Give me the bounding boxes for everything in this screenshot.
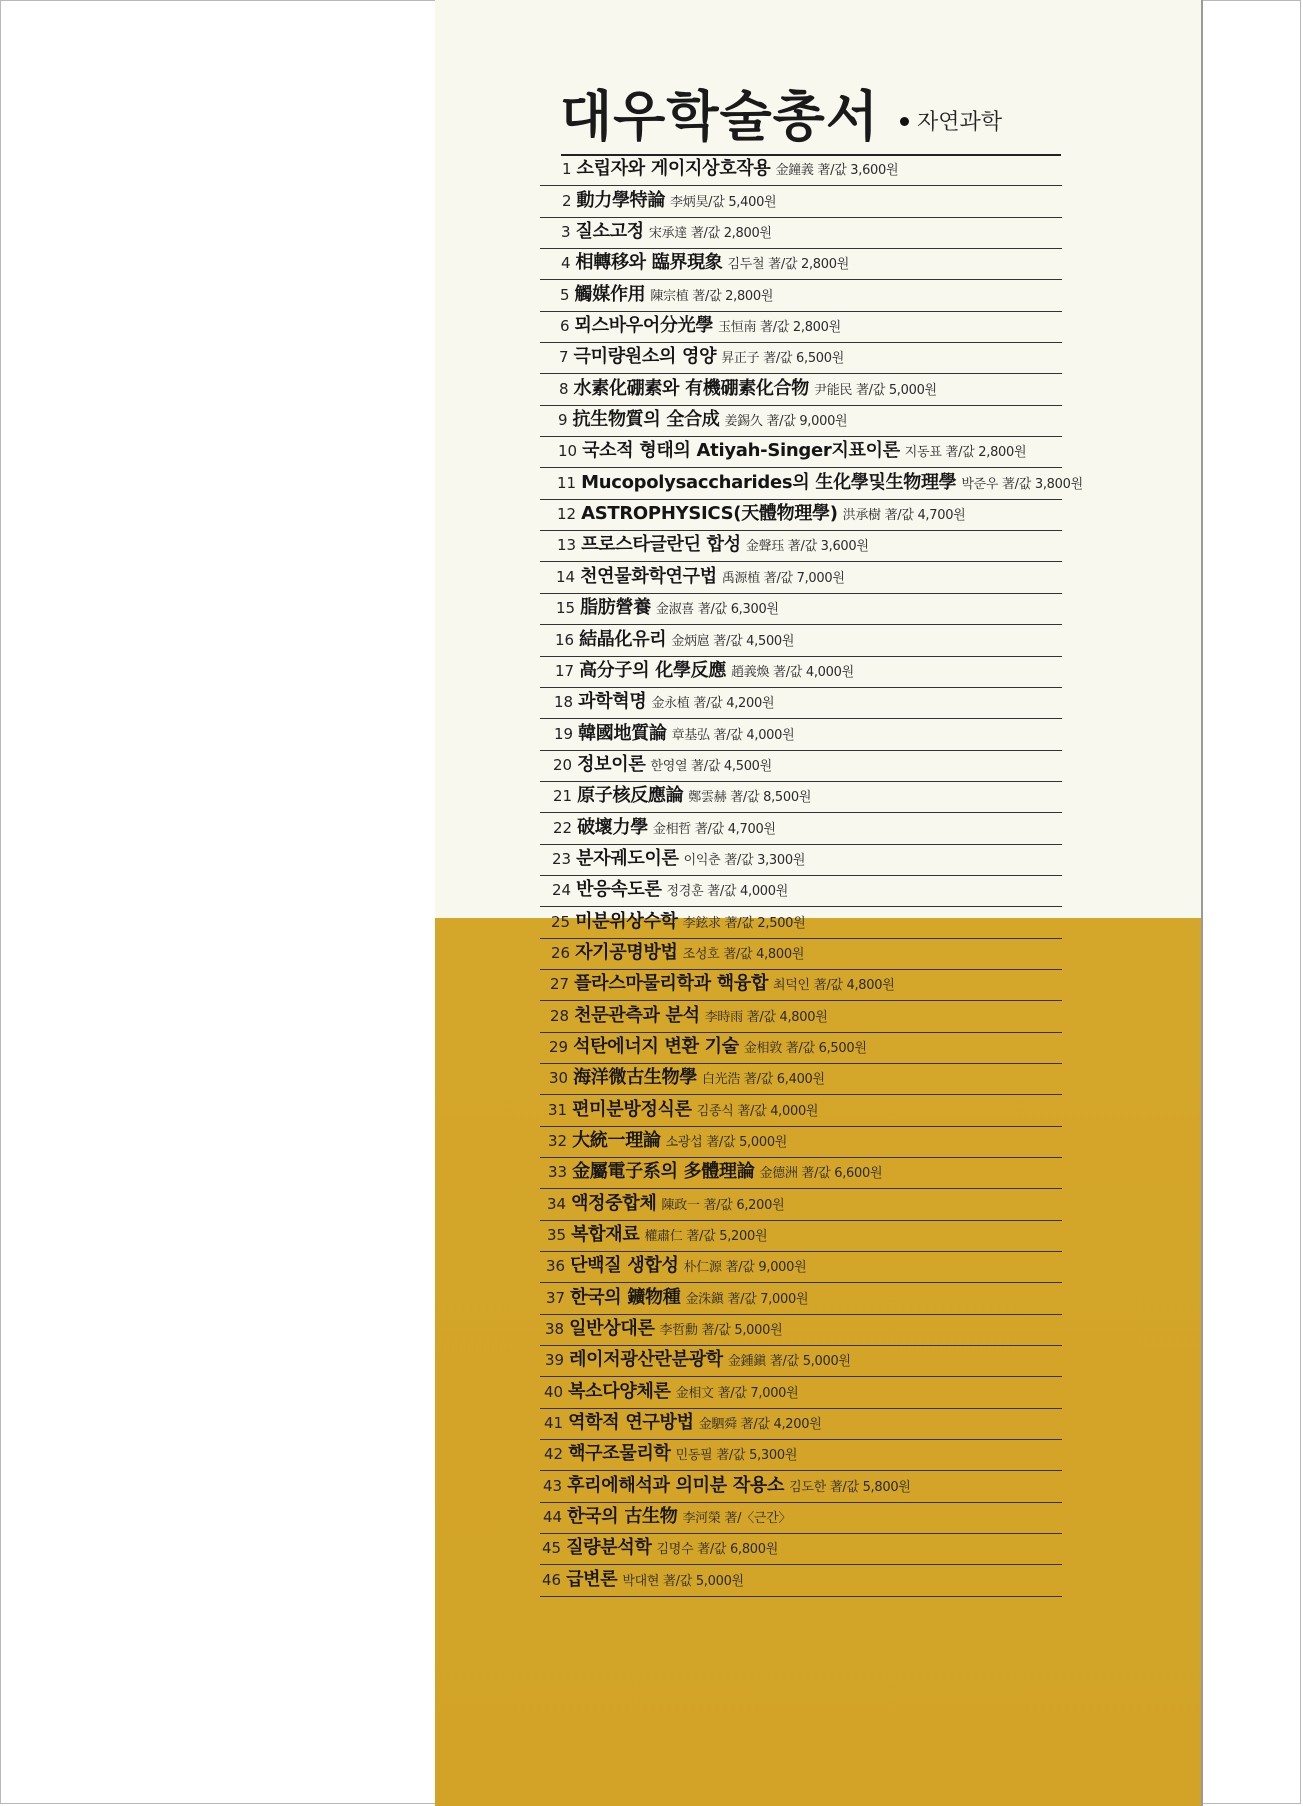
book-entry (559, 379, 937, 401)
book-title: 소립자와 게이지상호작용 (576, 158, 771, 180)
book-author-price: 李哲勳 著/값 5,000원 (659, 1323, 783, 1339)
book-title: 복합재료 (571, 1224, 640, 1246)
book-author-price: 조성호 著/값 4,800원 (682, 946, 805, 962)
book-author-price: 김종식 著/값 4,000원 (696, 1103, 819, 1119)
book-author-price: 한영열 著/값 4,500원 (650, 758, 772, 774)
book-number: 31 (548, 1100, 568, 1119)
book-number: 26 (551, 943, 571, 962)
book-row (540, 312, 1062, 343)
book-number: 13 (557, 536, 577, 555)
book-entry (555, 661, 854, 683)
book-number: 36 (546, 1257, 566, 1276)
book-author-price: 金淑喜 著/값 6,300원 (655, 602, 779, 618)
book-number: 42 (544, 1445, 564, 1464)
book-entry (542, 1538, 778, 1560)
book-author-price: 金永植 著/값 4,200원 (651, 696, 775, 712)
book-number: 34 (547, 1194, 567, 1213)
book-entry (543, 1476, 911, 1498)
book-row (540, 1471, 1062, 1502)
book-row (540, 531, 1062, 562)
book-entry (548, 1162, 882, 1184)
book-row (540, 1283, 1062, 1314)
book-entry (550, 974, 894, 996)
book-entry (560, 285, 773, 307)
book-title: 후리에해석과 의미분 작용소 (567, 1474, 785, 1496)
book-number: 28 (550, 1006, 570, 1025)
book-entry (554, 692, 774, 714)
book-title: 脂肪營養 (580, 597, 651, 619)
book-number: 37 (546, 1288, 566, 1307)
book-entry (553, 818, 776, 840)
book-entry (551, 912, 805, 934)
book-author-price: 민동필 著/값 5,300원 (675, 1448, 798, 1464)
book-row (540, 813, 1062, 844)
book-number: 15 (556, 599, 576, 618)
book-author-price: 金德洲 著/값 6,600원 (759, 1166, 883, 1182)
book-title: 편미분방정식론 (572, 1098, 692, 1120)
book-author-price: 박대현 著/값 5,000원 (622, 1573, 744, 1589)
book-entry (562, 159, 898, 181)
book-row (540, 437, 1062, 468)
series-title: 대우학술총서 (560, 84, 879, 148)
book-author-price: 朴仁源 著/값 9,000원 (683, 1260, 807, 1276)
book-row (540, 1064, 1062, 1095)
book-row (540, 249, 1062, 280)
book-author-price: 李鉉求 著/값 2,500원 (682, 915, 806, 931)
book-author-price: 金駟舜 著/값 4,200원 (698, 1417, 822, 1433)
book-number: 16 (555, 630, 575, 649)
book-entry (551, 943, 804, 965)
book-number: 24 (552, 881, 572, 900)
book-number: 6 (560, 317, 570, 336)
book-number: 2 (562, 191, 572, 210)
book-row (540, 374, 1062, 405)
book-number: 40 (544, 1382, 564, 1401)
book-number: 41 (544, 1414, 564, 1433)
book-row (540, 218, 1062, 249)
book-row (540, 1095, 1062, 1126)
book-author-price: 昇正子 著/값 6,500원 (721, 351, 844, 367)
book-number: 14 (556, 567, 576, 586)
book-title: 觸媒作用 (574, 283, 646, 305)
book-number: 7 (559, 348, 569, 367)
book-author-price: 金相哲 著/값 4,700원 (652, 821, 776, 837)
series-subtitle (900, 108, 1002, 138)
book-row (540, 876, 1062, 907)
book-author-price: 김두철 著/값 2,800원 (727, 257, 849, 273)
book-author-price: 박준우 著/값 3,800원 (961, 476, 1083, 492)
book-row (540, 845, 1062, 876)
book-number: 32 (548, 1132, 568, 1150)
book-author-price: 章基弘 著/값 4,000원 (671, 727, 795, 743)
book-title: 미분위상수학 (575, 910, 678, 932)
book-number: 46 (542, 1570, 562, 1589)
book-entry (546, 1256, 806, 1278)
book-row (540, 782, 1062, 813)
book-author-price: 陳政一 著/값 6,200원 (661, 1197, 785, 1213)
book-row (540, 155, 1062, 186)
book-title: 핵구조물리학 (568, 1443, 671, 1465)
book-author-price: 陳宗植 著/값 2,800원 (650, 288, 774, 304)
book-row (540, 719, 1062, 750)
book-row (540, 970, 1062, 1001)
book-title: 반응속도론 (576, 879, 662, 901)
book-entry (543, 1507, 791, 1529)
book-title: 뫼스바우어分光學 (574, 315, 714, 337)
book-row (540, 1346, 1062, 1377)
book-row (540, 1158, 1062, 1189)
book-row (540, 343, 1062, 374)
book-title: 金屬電子系의 多體理論 (572, 1161, 755, 1183)
book-row (540, 468, 1083, 499)
book-entry (549, 1037, 867, 1059)
book-entry (557, 535, 869, 557)
book-author-price: 李時雨 著/값 4,800원 (704, 1009, 828, 1025)
book-author-price: 金鍾鎭 著/값 5,000원 (727, 1354, 851, 1370)
book-title: ASTROPHYSICS(天體物理學) (581, 503, 838, 525)
book-row (540, 1534, 1062, 1565)
book-entry (545, 1319, 782, 1341)
book-number: 45 (542, 1539, 562, 1558)
book-row (540, 1033, 1062, 1064)
book-author-price: 김도한 著/값 5,800원 (789, 1479, 911, 1495)
book-row (540, 1377, 1062, 1408)
book-entry (552, 880, 788, 902)
book-entry (548, 1100, 818, 1122)
book-author-price: 玉恒南 著/값 2,800원 (718, 320, 841, 336)
book-number: 17 (555, 661, 575, 680)
book-entry (558, 410, 847, 432)
book-entry (547, 1194, 784, 1216)
book-author-price: 정경훈 著/값 4,000원 (666, 884, 788, 900)
book-entry (548, 1131, 787, 1153)
book-title: 韓國地質論 (578, 722, 667, 744)
book-entry (556, 567, 845, 589)
book-row (540, 1001, 1062, 1032)
book-number: 27 (550, 975, 570, 994)
book-title: 레이저광산란분광학 (569, 1349, 723, 1371)
book-number: 4 (561, 254, 571, 273)
book-entry (554, 724, 794, 746)
book-author-price: 鄭雲赫 著/값 8,500원 (688, 790, 812, 806)
book-number: 35 (547, 1226, 567, 1245)
book-entry (545, 1350, 851, 1372)
book-entry (544, 1382, 798, 1404)
book-title: 프로스타글란딘 합성 (581, 534, 741, 556)
book-entry (544, 1444, 797, 1466)
book-number: 5 (560, 285, 570, 304)
book-title: 水素化硼素와 有機硼素化合物 (573, 377, 810, 399)
book-title: 高分子의 化學反應 (579, 659, 727, 681)
book-row (540, 907, 1062, 938)
book-author-price: 洪承樹 著/값 4,700원 (842, 508, 966, 524)
book-row (540, 1315, 1062, 1346)
book-number: 3 (561, 223, 571, 242)
book-number: 10 (558, 442, 578, 461)
book-title: 일반상대론 (569, 1318, 655, 1340)
book-author-price: 李河榮 著/〈근간〉 (682, 1511, 792, 1527)
book-author-price: 趙義煥 著/값 4,000원 (731, 664, 854, 680)
book-entry (550, 1006, 827, 1028)
subtitle-text: 자연과학 (917, 110, 1003, 135)
book-title: 자기공명방법 (575, 941, 678, 963)
book-number: 44 (543, 1508, 563, 1527)
book-number: 8 (559, 379, 569, 398)
book-row (540, 594, 1062, 625)
book-title: 정보이론 (577, 753, 646, 775)
book-entry (547, 1225, 767, 1247)
book-row (540, 1503, 1062, 1534)
book-number: 38 (545, 1320, 565, 1339)
book-number: 29 (549, 1037, 569, 1056)
book-entry (556, 598, 779, 620)
book-title: 급변론 (566, 1568, 618, 1590)
book-row (540, 1127, 1062, 1158)
book-title: 大統一理論 (572, 1130, 661, 1151)
book-author-price: 姜錫久 著/값 9,000원 (724, 414, 848, 430)
book-author-price: 김명수 著/값 6,800원 (656, 1542, 778, 1558)
book-title: 천문관측과 분석 (574, 1004, 700, 1026)
book-title: 플라스마물리학과 핵융합 (574, 973, 769, 995)
book-title: 動力學特論 (576, 189, 666, 211)
book-entry (561, 222, 772, 244)
book-number: 43 (543, 1476, 563, 1495)
book-title: 相轉移와 臨界現象 (575, 252, 723, 274)
book-entry (562, 191, 776, 213)
book-entry (552, 849, 805, 871)
book-entry (560, 316, 841, 338)
book-title: 질소고정 (575, 221, 644, 243)
book-title: 질량분석학 (566, 1537, 652, 1559)
book-author-price: 金聲珏 著/값 3,600원 (745, 539, 869, 555)
book-row (540, 1565, 1062, 1596)
book-author-price: 金鐘義 著/값 3,600원 (775, 163, 899, 179)
book-title: 한국의 鑛物種 (570, 1286, 681, 1308)
book-author-price: 金炳扈 著/값 4,500원 (671, 633, 795, 649)
book-number: 33 (548, 1163, 568, 1182)
book-title: 結晶化유리 (579, 628, 667, 650)
book-title: 단백질 생합성 (570, 1255, 679, 1277)
book-number: 19 (554, 724, 574, 743)
book-row (540, 562, 1062, 593)
book-row (540, 1440, 1062, 1471)
book-author-price: 禹源植 著/값 7,000원 (721, 570, 845, 586)
book-title: 海洋微古生物學 (573, 1067, 697, 1089)
book-author-price: 尹能民 著/값 5,000원 (814, 382, 937, 398)
bullet-dot-icon (900, 117, 909, 126)
book-number: 1 (562, 160, 572, 179)
book-title: 극미량원소의 영양 (573, 346, 717, 368)
book-entry (561, 253, 849, 275)
book-entry (555, 630, 794, 652)
book-title: 原子核反應論 (577, 785, 684, 807)
book-entry (559, 347, 844, 369)
book-author-price: 權肅仁 著/값 5,200원 (644, 1229, 768, 1245)
book-entry (546, 1288, 808, 1310)
book-entry (542, 1570, 744, 1592)
book-title: 천연물화학연구법 (580, 565, 717, 587)
book-title: 액정중합체 (571, 1192, 657, 1214)
book-row (540, 939, 1062, 970)
book-title: Mucopolysaccharides의 生化學및生物理學 (581, 471, 957, 493)
book-row (540, 751, 1062, 782)
book-number: 30 (549, 1069, 569, 1088)
book-title: 석탄에너지 변환 기술 (573, 1035, 739, 1057)
book-number: 21 (553, 787, 573, 806)
book-number: 18 (554, 693, 574, 712)
book-title: 과학혁명 (578, 691, 647, 713)
book-number: 23 (552, 849, 572, 868)
book-entry (557, 504, 965, 526)
book-row (540, 625, 1062, 656)
book-entry (549, 1068, 825, 1090)
book-title: 국소적 형태의 Atiyah-Singer지표이론 (582, 440, 900, 462)
book-author-price: 金洙鎭 著/값 7,000원 (685, 1291, 809, 1307)
book-title: 분자궤도이론 (576, 847, 679, 869)
page-edge (1201, 0, 1203, 1806)
book-author-price: 李炳昊/값 5,400원 (670, 194, 777, 210)
book-row (540, 186, 1062, 217)
book-number: 25 (551, 912, 571, 931)
book-entry (557, 473, 1083, 495)
book-number: 20 (553, 755, 573, 774)
book-row (540, 280, 1062, 311)
book-author-price: 金相文 著/값 7,000원 (675, 1385, 799, 1401)
book-list (540, 155, 1083, 1597)
book-entry (544, 1413, 821, 1435)
book-author-price: 이익춘 著/값 3,300원 (683, 852, 806, 868)
book-title: 역학적 연구방법 (568, 1412, 694, 1434)
book-row (540, 500, 1062, 531)
book-row (540, 1189, 1062, 1220)
book-number: 11 (557, 473, 577, 492)
book-author-price: 金相敦 著/값 6,500원 (743, 1040, 867, 1056)
book-number: 22 (553, 818, 573, 837)
book-row (540, 1221, 1062, 1252)
book-row (540, 406, 1062, 437)
book-entry (553, 786, 811, 808)
book-title: 한국의 古生物 (567, 1506, 678, 1528)
book-author-price: 최덕인 著/값 4,800원 (773, 978, 895, 994)
book-number: 9 (558, 411, 568, 430)
book-author-price: 지동표 著/값 2,800원 (904, 445, 1027, 461)
book-row (540, 1252, 1062, 1283)
book-number: 39 (545, 1351, 565, 1370)
book-author-price: 白光浩 著/값 6,400원 (702, 1072, 825, 1088)
book-author-price: 宋承達 著/값 2,800원 (648, 226, 772, 242)
book-entry (558, 441, 1026, 463)
book-title: 복소다양체론 (568, 1380, 671, 1402)
book-title: 抗生物質의 全合成 (572, 409, 720, 431)
book-entry (553, 755, 772, 777)
book-row (540, 657, 1062, 688)
book-row (540, 688, 1062, 719)
book-author-price: 소광섭 著/값 5,000원 (665, 1135, 788, 1150)
book-number: 12 (557, 505, 577, 524)
book-title: 破壞力學 (577, 816, 648, 838)
book-row (540, 1409, 1062, 1440)
